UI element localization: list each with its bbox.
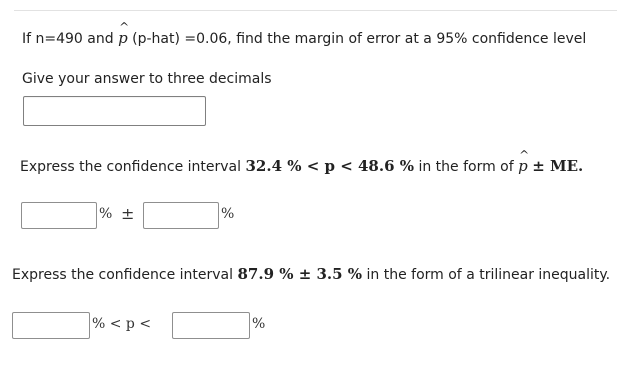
- instruction-text: Give your answer to three decimals: [22, 71, 272, 87]
- question-3-prefix: Express the confidence interval: [12, 267, 234, 283]
- question-2-prefix: Express the confidence interval: [20, 159, 242, 175]
- margin-input[interactable]: [143, 202, 219, 229]
- percent-label-1: %: [99, 206, 113, 222]
- question-1-prefix: If n=490 and: [22, 31, 114, 47]
- margin-of-error-input[interactable]: [23, 96, 206, 126]
- question-2-middle: in the form of: [418, 159, 514, 175]
- p-hat-symbol: ^ p: [118, 29, 128, 47]
- point-estimate-input[interactable]: [21, 202, 97, 229]
- top-divider: [14, 10, 617, 11]
- lower-bound-input[interactable]: [12, 312, 90, 339]
- question-2-text: [20, 157, 583, 175]
- question-3-text: [12, 265, 610, 283]
- upper-bound-input[interactable]: [172, 312, 250, 339]
- percent-label-3: %: [252, 316, 266, 332]
- question-2-p-hat: ^ p: [518, 157, 528, 175]
- percent-label-2: %: [221, 206, 235, 222]
- question-2-interval: 32.4 % < p < 48.6 %: [245, 157, 414, 175]
- question-2-form: ± ME.: [532, 157, 584, 175]
- inequality-label: % < p <: [92, 316, 152, 332]
- question-3-suffix: in the form of a trilinear inequality.: [366, 267, 611, 283]
- question-3-interval: 87.9 % ± 3.5 %: [237, 265, 363, 283]
- question-1-text: [22, 29, 586, 47]
- plus-minus-symbol: ±: [121, 204, 135, 223]
- question-1-suffix: (p-hat) =0.06, find the margin of error at a 95% confidence level: [132, 31, 587, 47]
